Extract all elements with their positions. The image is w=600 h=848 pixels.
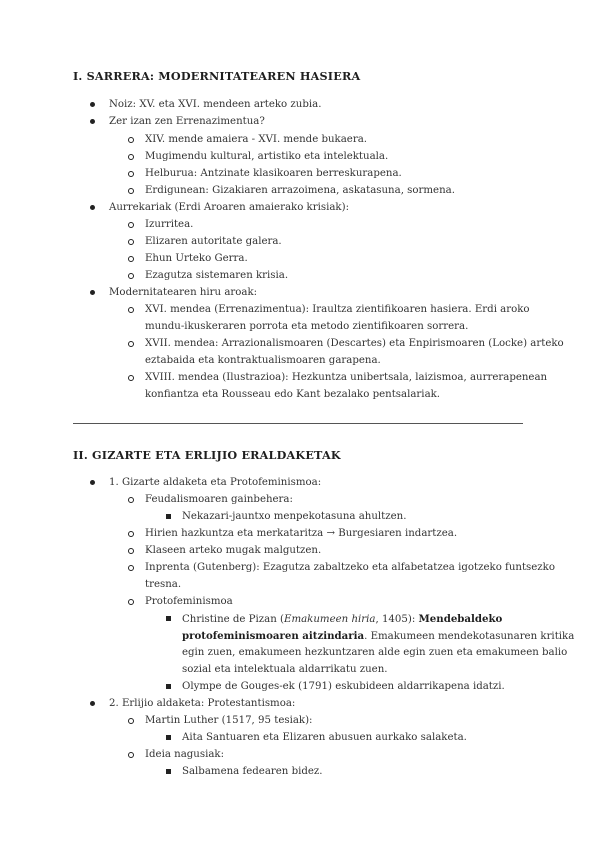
bullet-disc	[86, 202, 98, 214]
list-item-continuation: konfiantza eta Rousseau edo Kant bezalako pentsalariak.	[145, 389, 441, 400]
section-title-sarrera: I. SARRERA: MODERNITATEAREN HASIERA	[73, 69, 361, 83]
list-item: 2. Erlijio aldaketa: Protestantismoa:	[109, 698, 296, 709]
list-item-continuation: sozial eta intelektuala aldarrikatu zuen.	[182, 664, 388, 675]
list-item-christine	[182, 613, 502, 626]
bullet-circle	[125, 253, 137, 265]
list-item-continuation: eztabaida eta kontraktualismoaren garapena.	[145, 355, 381, 366]
bullet-circle	[125, 372, 137, 384]
bullet-circle	[125, 185, 137, 197]
bullet-circle	[125, 715, 137, 727]
list-item: Zer izan zen Errenazimentua?	[109, 116, 265, 127]
list-item: Ezagutza sistemaren krisia.	[145, 270, 289, 281]
section-title-gizarte: II. GIZARTE ETA ERLIJIO ERALDAKETAK	[73, 448, 341, 462]
list-item: Protofeminismoa	[145, 596, 233, 607]
bullet-circle	[125, 304, 137, 316]
list-item: Feudalismoaren gainbehera:	[145, 494, 293, 505]
bullet-square	[162, 732, 174, 744]
bullet-circle	[125, 168, 137, 180]
bullet-circle	[125, 236, 137, 248]
list-item: Aurrekariak (Erdi Aroaren amaierako krisiak):	[109, 202, 350, 213]
bullet-disc	[86, 116, 98, 128]
bullet-circle	[125, 151, 137, 163]
bullet-disc	[86, 287, 98, 299]
section-divider	[73, 423, 523, 424]
list-item: Aita Santuaren eta Elizaren abusuen aurkako salaketa.	[182, 732, 467, 743]
bullet-circle	[125, 596, 137, 608]
bullet-disc	[86, 477, 98, 489]
list-item: Hirien hazkuntza eta merkataritza → Burgesiaren indartzea.	[145, 528, 458, 539]
christine-bold-1: Mendebaldeko	[418, 613, 503, 625]
bullet-circle	[125, 545, 137, 557]
list-item: Elizaren autoritate galera.	[145, 236, 282, 247]
list-item: Noiz: XV. eta XVI. mendeen arteko zubia.	[109, 99, 322, 110]
christine-bold-2: protofeminismoaren aitzindaria	[182, 630, 365, 642]
christine-post-2: . Emakumeen mendekotasunaren kritika	[364, 631, 575, 642]
bullet-circle	[125, 749, 137, 761]
bullet-square	[162, 681, 174, 693]
list-item: Helburua: Antzinate klasikoaren berreskurapena.	[145, 168, 402, 179]
list-item: Klaseen arteko mugak malgutzen.	[145, 545, 322, 556]
list-item: XIV. mende amaiera - XVI. mende bukaera.	[145, 134, 368, 145]
list-item: Mugimendu kultural, artistiko eta intelektuala.	[145, 151, 389, 162]
list-item: Martin Luther (1517, 95 tesiak):	[145, 715, 313, 726]
christine-book-title: Emakumeen hiria	[284, 614, 376, 625]
list-item: Modernitatearen hiru aroak:	[109, 287, 258, 298]
christine-mid: , 1405):	[375, 614, 419, 625]
list-item: XVI. mendea (Errenazimentua): Iraultza zientifikoaren hasiera. Erdi aroko	[145, 304, 530, 315]
bullet-circle	[125, 562, 137, 574]
bullet-square	[162, 511, 174, 523]
bullet-circle	[125, 528, 137, 540]
bullet-circle	[125, 219, 137, 231]
list-item: 1. Gizarte aldaketa eta Protofeminismoa:	[109, 477, 322, 488]
list-item: XVII. mendea: Arrazionalismoaren (Descartes) eta Enpirismoaren (Locke) arteko	[145, 338, 564, 349]
list-item: Ideia nagusiak:	[145, 749, 225, 760]
list-item: Salbamena fedearen bidez.	[182, 766, 323, 777]
list-item: Erdigunean: Gizakiaren arrazoimena, askatasuna, sormena.	[145, 185, 455, 196]
bullet-disc	[86, 698, 98, 710]
list-item-continuation: egin zuen, emakumeen hezkuntzaren alde egin zuen eta emakumeen balio	[182, 647, 568, 658]
list-item: Inprenta (Gutenberg): Ezagutza zabaltzeko eta alfabetatzea igotzeko funtsezko	[145, 562, 555, 573]
list-item: Nekazari-jauntxo menpekotasuna ahultzen.	[182, 511, 407, 522]
bullet-circle	[125, 270, 137, 282]
christine-pre: Christine de Pizan (	[182, 614, 285, 625]
list-item: Izurritea.	[145, 219, 194, 230]
list-item: XVIII. mendea (Ilustrazioa): Hezkuntza unibertsala, laizismoa, aurrerapenean	[145, 372, 548, 383]
bullet-square	[162, 613, 174, 625]
list-item: Ehun Urteko Gerra.	[145, 253, 248, 264]
bullet-disc	[86, 99, 98, 111]
bullet-circle	[125, 134, 137, 146]
bullet-circle	[125, 494, 137, 506]
list-item-continuation: tresna.	[145, 579, 182, 590]
list-item-continuation: mundu-ikuskeraren porrota eta metodo zientifikoaren sorrera.	[145, 321, 469, 332]
list-item: Olympe de Gouges-ek (1791) eskubideen aldarrikapena idatzi.	[182, 681, 505, 692]
bullet-square	[162, 766, 174, 778]
list-item-continuation	[182, 630, 574, 643]
bullet-circle	[125, 338, 137, 350]
